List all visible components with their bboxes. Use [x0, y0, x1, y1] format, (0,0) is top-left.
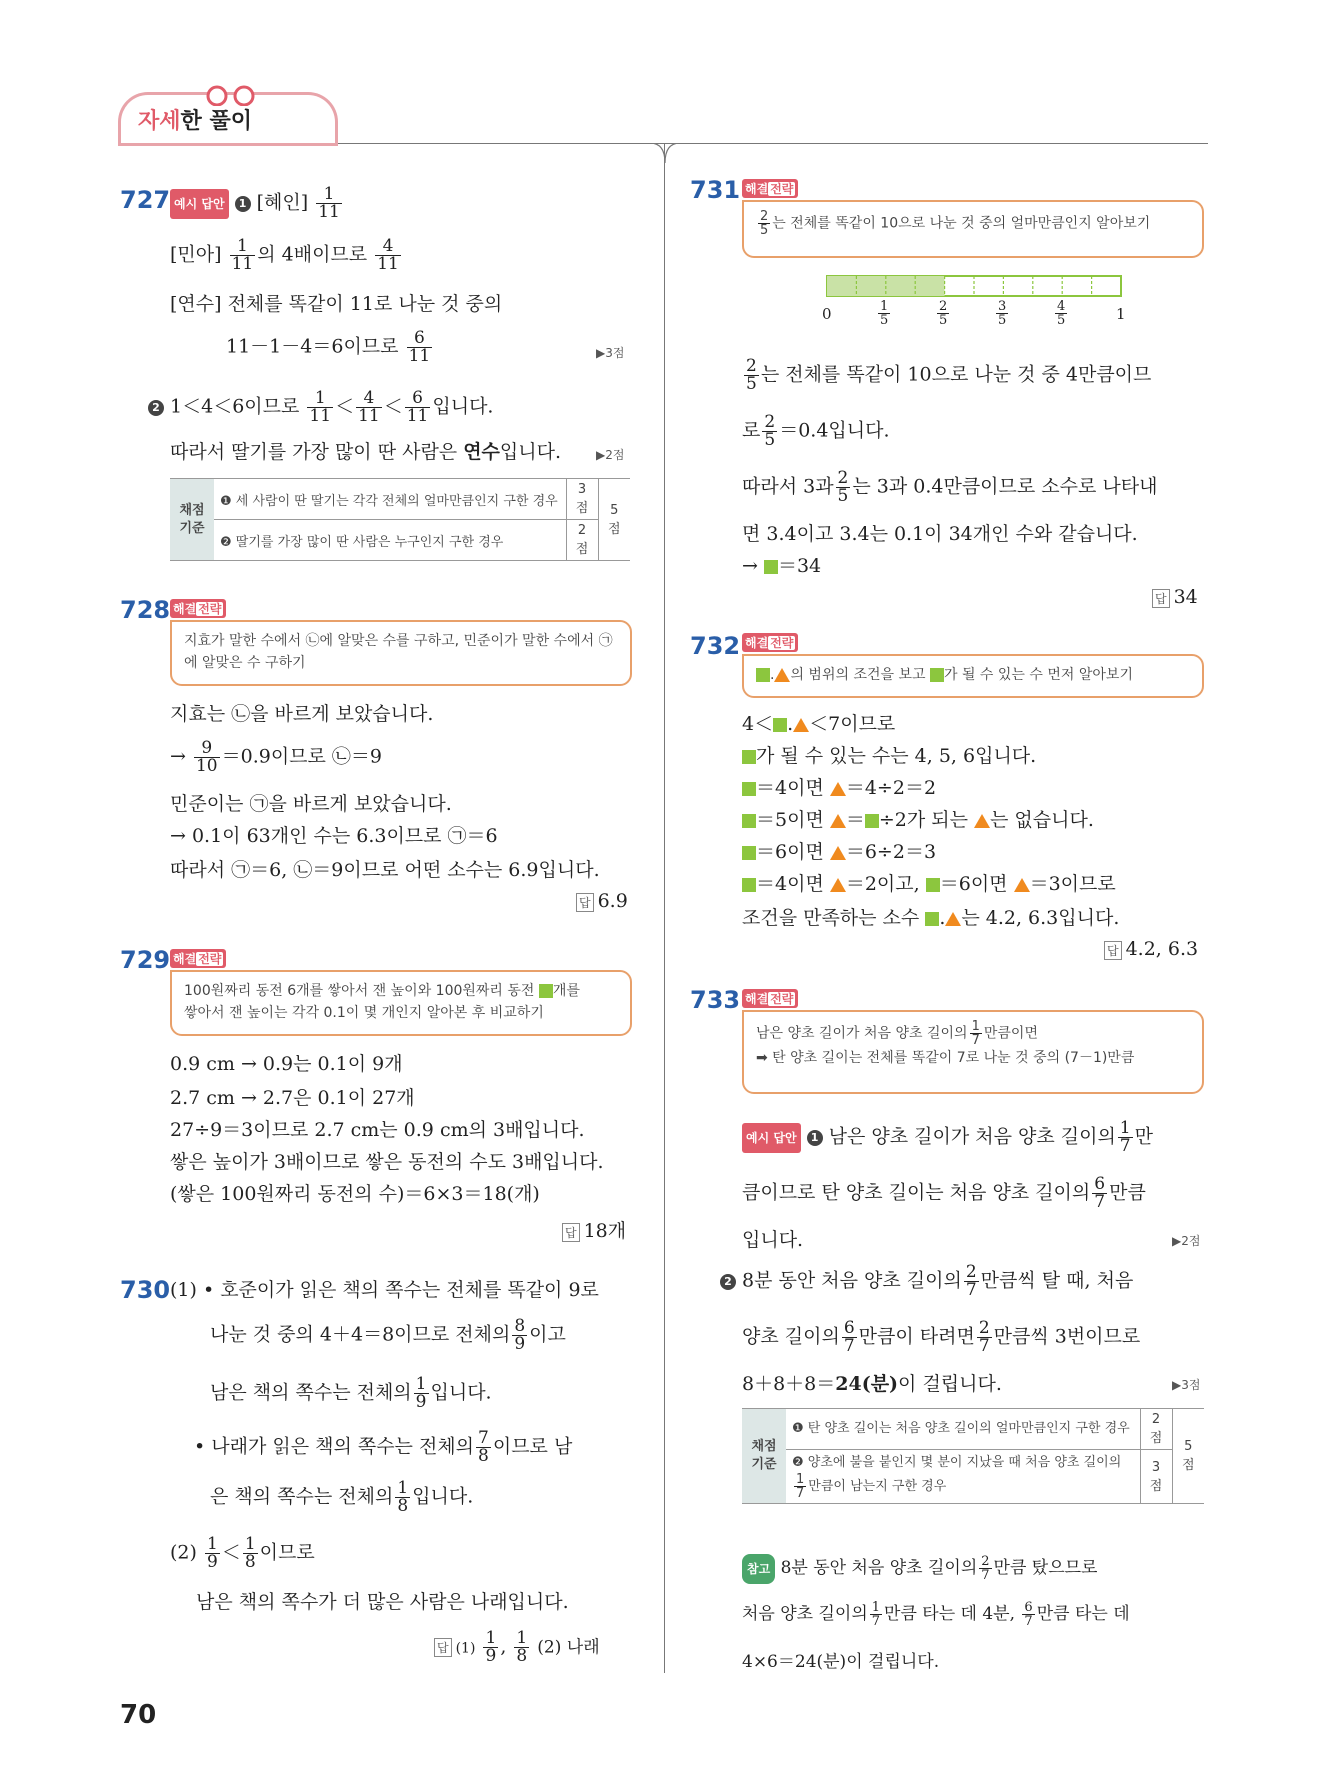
p730-line-1: (1) • 호준이가 읽은 책의 쪽수는 전체를 똑같이 9로: [170, 1279, 599, 1301]
fraction-8-9: $\frac{8}{9}$: [514, 1316, 526, 1354]
fraction-1-9: $\frac{1}{9}$: [485, 1628, 497, 1666]
fraction-2-5: $\frac{2}{5}$: [764, 412, 776, 450]
p728-line-1: 지효는 ㉡을 바르게 보았습니다.: [170, 703, 434, 725]
problem-number: 732: [690, 632, 741, 660]
fraction-7-8: $\frac{7}{8}$: [478, 1428, 489, 1466]
criteria-2: ❷ 딸기를 가장 많이 딴 사람은 누구인지 구한 경우: [214, 520, 566, 561]
p733-line-5: 양초 길이의 $\frac{6}{7}$ 만큼이 타려면 $\frac{2}{7}$ 만큼씩 3번이므로: [742, 1318, 1141, 1356]
grading-table: 채점 기준 ❶ 탄 양초 길이는 처음 양초 길이의 얼마만큼인지 구한 경우 2점 5점 ❷ 양초에 불을 붙인지 몇 분이 지났을 때 처음 양초 길이의 $\frac{1}{7}$ 만큼이 남는지 구한 경우 3점: [742, 1408, 1204, 1504]
p729-line-2: 2.7 cm → 2.7은 0.1이 27개: [170, 1087, 415, 1109]
reference-tag: 참고: [742, 1554, 775, 1584]
p729-line-1: 0.9 cm → 0.9는 0.1이 9개: [170, 1053, 403, 1075]
tick-3-5: $\frac{3}{5}$: [998, 298, 1007, 328]
criteria-1: ❶ 세 사람이 딴 딸기는 각각 전체의 얼마만큼인지 구한 경우: [214, 479, 566, 520]
p732-line-5: ＝6이면 ＝6÷2＝3: [742, 838, 936, 866]
p730-line-3: 남은 책의 쪽수는 전체의 $\frac{1}{9}$ 입니다.: [210, 1374, 492, 1412]
fraction-1-8: $\frac{1}{8}$: [244, 1534, 256, 1572]
fraction-6-11: $\frac{6}{11}$: [408, 328, 431, 366]
p733-line-1: 예시 답안 1 남은 양초 길이가 처음 양초 길이의 $\frac{1}{7}$ 만: [742, 1120, 1153, 1155]
fraction-1-9: $\frac{1}{9}$: [206, 1534, 218, 1572]
tick-2-5: $\frac{2}{5}$: [939, 298, 948, 328]
p727-line-3: [연수] 전체를 똑같이 11로 나눈 것 중의: [170, 293, 503, 315]
fraction-1-8: $\frac{1}{8}$: [397, 1478, 409, 1516]
reference-line-2: 처음 양초 길이의 $\frac{1}{7}$ 만큼 타는 데 4분, $\frac{6}{7}$ 만큼 타는 데: [742, 1600, 1130, 1629]
p730-line-5: 은 책의 쪽수는 전체의 $\frac{1}{8}$ 입니다.: [210, 1478, 474, 1516]
p728-line-5: 따라서 ㉠＝6, ㉡＝9이므로 어떤 소수는 6.9입니다.: [170, 859, 600, 881]
criteria-1-points: 3점: [566, 479, 598, 520]
tick-1-5: $\frac{1}{5}$: [880, 298, 889, 328]
strategy-tag: 해결 전략: [170, 598, 226, 618]
strategy-box: 남은 양초 길이가 처음 양초 길이의 $\frac{1}{7}$ 만큼이면 ➡ 탄 양초 길이는 전체를 똑같이 7로 나눈 것 중의 (7－1)만큼: [742, 1010, 1204, 1094]
p731-line-1: $\frac{2}{5}$ 는 전체를 똑같이 10으로 나눈 것 중 4만큼이므: [746, 356, 1152, 394]
fraction-1-11: $\frac{1}{11}$: [309, 388, 332, 426]
strategy-box: . 의 범위의 조건을 보고 가 될 수 있는 수 먼저 알아보기: [742, 654, 1204, 698]
fraction-9-10: $\frac{9}{10}$: [195, 738, 218, 776]
fraction-bar-diagram: [826, 274, 1126, 304]
example-answer-tag: 예시 답안: [170, 189, 229, 219]
p728-line-4: → 0.1이 63개인 수는 6.3이므로 ㉠＝6: [170, 825, 498, 847]
p729-line-3: 27÷9＝3이므로 2.7 cm는 0.9 cm의 3배입니다.: [170, 1119, 585, 1141]
p730-line-2: 나눈 것 중의 4＋4＝8이므로 전체의 $\frac{8}{9}$ 이고: [210, 1316, 566, 1354]
strategy-box: 100원짜리 동전 6개를 쌓아서 잰 높이와 100원짜리 동전 개를 쌓아서 잰 높이는 각각 0.1이 몇 개인지 알아본 후 비교하기: [170, 970, 632, 1036]
problem-number: 727: [120, 186, 171, 214]
p732-line-1: 4＜ . ＜7이므로: [742, 713, 896, 735]
fraction-2-5: $\frac{2}{5}$: [746, 356, 757, 394]
points-label: ▶2점: [1172, 1234, 1201, 1248]
strategy-box: $\frac{2}{5}$ 는 전체를 똑같이 10으로 나눈 것 중의 얼마만큼인지 알아보기: [742, 200, 1204, 258]
fraction-2-5: $\frac{2}{5}$: [760, 209, 769, 238]
p729-line-5: (쌓은 100원짜리 동전의 수)＝6×3＝18(개): [170, 1183, 540, 1205]
step-1-marker: 1: [235, 196, 251, 212]
column-divider: [664, 143, 665, 1673]
tick-1: 1: [1116, 305, 1126, 323]
strategy-box: 지효가 말한 수에서 ㉡에 알맞은 수를 구하고, 민준이가 말한 수에서 ㉠에 알맞은 수 구하기: [170, 620, 632, 686]
step-2-marker: 2: [148, 400, 164, 416]
header-eyes-icon: [202, 80, 262, 106]
fraction-6-11: $\frac{6}{11}$: [406, 388, 429, 426]
criteria-total: 5점: [598, 479, 630, 561]
p727-line-5: 2 1＜4＜6이므로 $\frac{1}{11}$ ＜ $\frac{4}{11}$ ＜ $\frac{6}{11}$ 입니다.: [148, 390, 493, 425]
grading-table: [170, 478, 630, 561]
answer: 답 (1) $\frac{1}{9}$ , $\frac{1}{8}$ (2) 나래: [434, 1630, 600, 1665]
header-title: 자세한 풀이: [138, 109, 252, 134]
p731-line-3: 따라서 3과 $\frac{2}{5}$ 는 3과 0.4만큼이므로 소수로 나타내: [742, 468, 1158, 506]
grading-label: 채점 기준: [170, 479, 214, 561]
strategy-tag: 해결 전략: [742, 178, 798, 198]
p732-line-3: ＝4이면 ＝4÷2＝2: [742, 774, 936, 802]
points-label: ▶3점: [596, 346, 625, 360]
answer: 답 6.9: [576, 890, 628, 912]
fraction-1-9: $\frac{1}{9}$: [415, 1374, 427, 1412]
problem-number: 733: [690, 986, 741, 1014]
criteria-2-points: 2점: [566, 520, 598, 561]
p731-line-2: 로 $\frac{2}{5}$ ＝0.4입니다.: [742, 412, 890, 450]
header-underline: [118, 143, 338, 146]
fraction-1-11: $\frac{1}{11}$: [231, 236, 254, 274]
green-square-icon: [764, 560, 778, 574]
p730-line-6: (2) $\frac{1}{9}$ ＜ $\frac{1}{8}$ 이므로: [170, 1534, 315, 1572]
p730-line-7: 남은 책의 쪽수가 더 많은 사람은 나래입니다.: [196, 1591, 569, 1613]
tick-4-5: $\frac{4}{5}$: [1057, 298, 1066, 328]
p728-line-3: 민준이는 ㉠을 바르게 보았습니다.: [170, 793, 452, 815]
fraction-1-8: $\frac{1}{8}$: [516, 1628, 528, 1666]
p727-line-4: 11－1－4＝6이므로 $\frac{6}{11}$: [226, 328, 431, 366]
p727-line-2: [민아] $\frac{1}{11}$ 의 4배이므로 $\frac{4}{11}$: [170, 236, 399, 274]
p727-line-6: 따라서 딸기를 가장 많이 딴 사람은 연수입니다.: [170, 441, 562, 463]
fraction-2-5: $\frac{2}{5}$: [837, 468, 849, 506]
strategy-tag: 해결 전략: [742, 988, 798, 1008]
problem-number: 730: [120, 1276, 171, 1304]
strategy-tag: 해결 전략: [742, 632, 798, 652]
problem-number: 728: [120, 596, 171, 624]
green-square-icon: [539, 984, 553, 998]
p730-line-4: • 나래가 읽은 책의 쪽수는 전체의 $\frac{7}{8}$ 이므로 남: [194, 1428, 573, 1466]
p733-line-6: 8＋8＋8＝24(분)이 걸립니다.: [742, 1373, 1002, 1395]
reference-line-1: 참고 8분 동안 처음 양초 길이의 $\frac{2}{7}$ 만큼 탔으므로: [742, 1554, 1097, 1584]
points-label: ▶3점: [1172, 1378, 1201, 1392]
answer: 답 34: [1152, 586, 1198, 608]
strategy-tag: 해결 전략: [170, 948, 226, 968]
problem-number: 731: [690, 176, 741, 204]
reference-line-3: 4×6＝24(분)이 걸립니다.: [742, 1652, 940, 1672]
p728-line-2: → $\frac{9}{10}$ ＝0.9이므로 ㉡＝9: [170, 738, 383, 776]
p733-line-4: 2 8분 동안 처음 양초 길이의 $\frac{2}{7}$ 만큼씩 탈 때, 처음: [720, 1264, 1133, 1299]
p729-line-4: 쌓은 높이가 3배이므로 쌓은 동전의 수도 3배입니다.: [170, 1151, 604, 1173]
problem-number: 729: [120, 946, 171, 974]
p732-line-6: ＝4이면 ＝2이고, ＝6이면 ＝3이므로: [742, 870, 1116, 898]
p733-line-3: 입니다.: [742, 1229, 804, 1251]
tick-0: 0: [822, 305, 832, 323]
fraction-4-11: $\frac{4}{11}$: [377, 236, 399, 274]
page-number: 70: [120, 1700, 157, 1730]
p733-line-2: 큼이므로 탄 양초 길이는 처음 양초 길이의 $\frac{6}{7}$ 만큼: [742, 1174, 1146, 1212]
column-notch: [650, 143, 680, 163]
fraction-4-11: $\frac{4}{11}$: [358, 388, 380, 426]
p731-line-5: → ＝34: [742, 555, 822, 577]
orange-triangle-icon: [774, 668, 790, 682]
answer: 답 18개: [562, 1216, 626, 1243]
p732-line-7: 조건을 만족하는 소수 . 는 4.2, 6.3입니다.: [742, 907, 1120, 929]
points-label: ▶2점: [596, 448, 625, 462]
fraction-1-11: $\frac{1}{11}$: [318, 184, 340, 222]
p732-line-2: 가 될 수 있는 수는 4, 5, 6입니다.: [742, 742, 1036, 770]
header-rule: [338, 143, 1208, 144]
p731-line-4: 면 3.4이고 3.4는 0.1이 34개인 수와 같습니다.: [742, 523, 1138, 545]
answer: 답 4.2, 6.3: [1104, 938, 1198, 960]
p727-line-1: 예시 답안 1 [혜인] $\frac{1}{11}$: [170, 186, 344, 221]
p732-line-4: ＝5이면 ＝ ÷2가 되는 는 없습니다.: [742, 806, 1094, 834]
